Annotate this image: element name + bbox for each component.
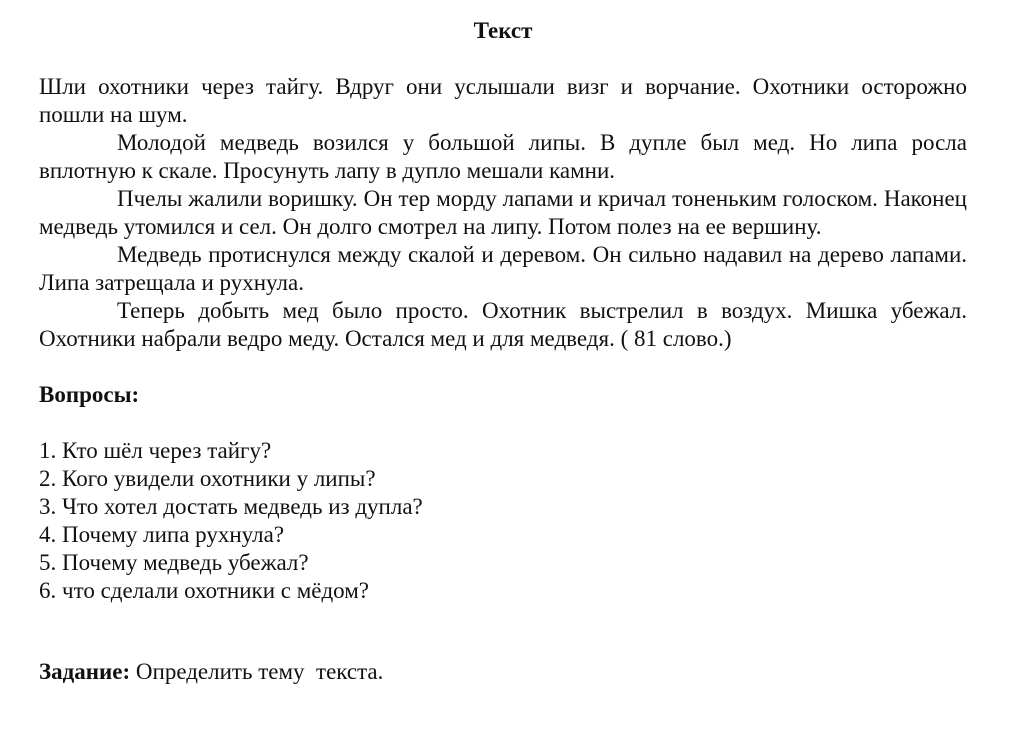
question-item: 2. Кого увидели охотники у липы? — [39, 466, 376, 491]
question-item: 4. Почему липа рухнула? — [39, 522, 285, 547]
text-paragraph-4: Медведь протиснулся между скалой и деревом. Он сильно надавил на дерево лапами. Липа затрещала и рухнула. — [39, 242, 967, 295]
question-item: 1. Кто шёл через тайгу? — [39, 438, 272, 463]
questions-heading: Вопросы: — [39, 382, 140, 407]
text-paragraph-2: Молодой медведь возился у большой липы. В дупле был мед. Но липа росла вплотную к скале. Просунуть лапу в дупло мешали камни. — [39, 130, 967, 183]
task-label: Задание: — [39, 659, 131, 684]
text-paragraph-3: Пчелы жалили воришку. Он тер морду лапами и кричал тоненьким голоском. Наконец медведь утомился и сел. Он долго смотрел на липу. Потом полез на ее вершину. — [39, 186, 967, 239]
document-title: Текст — [473, 18, 533, 43]
question-item: 3. Что хотел достать медведь из дупла? — [39, 494, 423, 519]
text-paragraph-5: Теперь добыть мед было просто. Охотник выстрелил в воздух. Мишка убежал. Охотники набрали ведро меду. Остался мед и для медведя. ( 81 слово.) — [39, 298, 967, 351]
document-page — [39, 16, 967, 686]
question-item: 5. Почему медведь убежал? — [39, 550, 309, 575]
question-item: 6. что сделали охотники с мёдом? — [39, 578, 370, 603]
task-text: Определить тему текста. — [130, 659, 384, 684]
text-paragraph-1: Шли охотники через тайгу. Вдруг они услышали визг и ворчание. Охотники осторожно пошли на шум. — [39, 74, 967, 127]
questions-list — [39, 437, 967, 605]
task-line — [39, 658, 967, 686]
